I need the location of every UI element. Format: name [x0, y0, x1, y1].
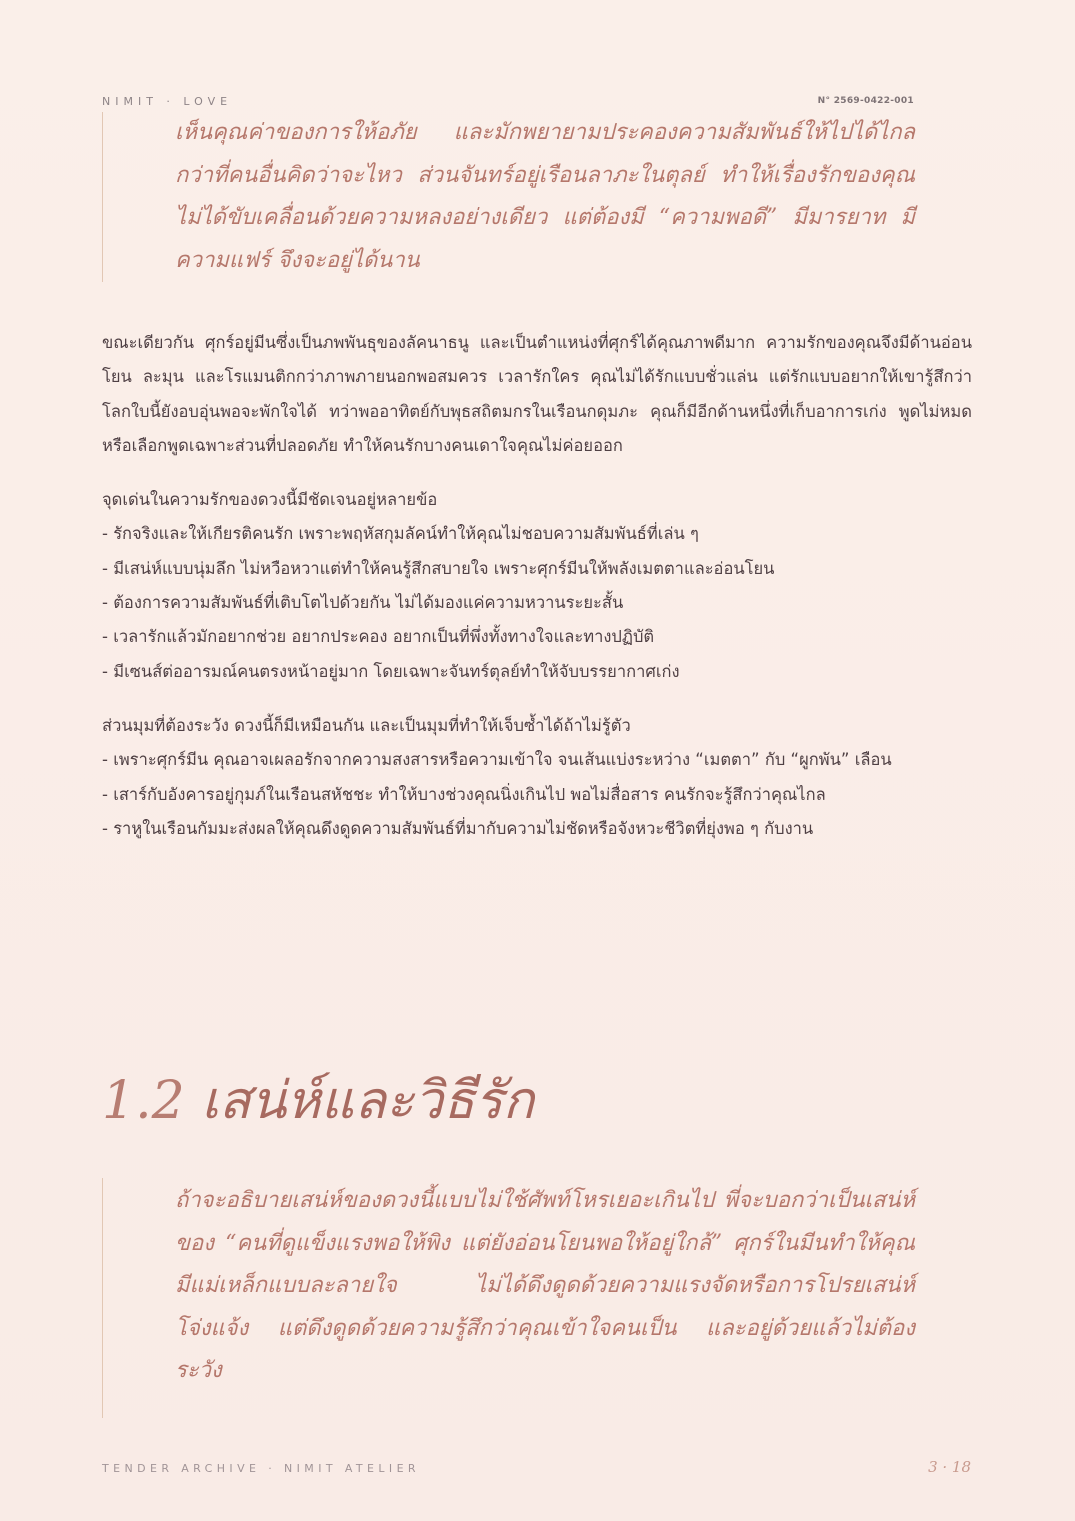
cautions-intro: ส่วนมุมที่ต้องระวัง ดวงนี้ก็มีเหมือนกัน และเป็นมุมที่ทำให้เจ็บซ้ำได้ถ้าไม่รู้ตัว [102, 715, 631, 735]
page-number: 3 · 18 [928, 1458, 971, 1476]
caution-item: - ราหูในเรือนกัมมะส่งผลให้คุณดึงดูดความสัมพันธ์ที่มากับความไม่ชัดหรือจังหวะชีวิตที่ยุ่งพอ ๆ กับงาน [102, 818, 814, 838]
highlights-intro: จุดเด่นในความรักของดวงนี้มีชัดเจนอยู่หลายข้อ [102, 490, 438, 510]
highlight-item: - มีเซนส์ต่ออารมณ์คนตรงหน้าอยู่มาก โดยเฉพาะจันทร์ตุลย์ทำให้จับบรรยากาศเก่ง [102, 661, 680, 681]
pull-quote-1 [102, 112, 915, 282]
highlight-item: - เวลารักแล้วมักอยากช่วย อยากประคอง อยากเป็นที่พึ่งทั้งทางใจและทางปฏิบัติ [102, 627, 655, 647]
paragraph-1: ขณะเดียวกัน ศุกร์อยู่มีนซึ่งเป็นภพพันธุของลัคนาธนู และเป็นตำแหน่งที่ศุกร์ได้คุณภาพดีมาก ความรักของคุณจึงมีด้านอ่อนโยน ละมุน และโรแมนติกกว่าภาพภายนอกพอสมควร เวลารักใคร คุณไม่ได้รักแบบชั่วแล่น แต่รักแบบอยากให้เขารู้สึกว่าโลกใบนี้ยังอบอุ่นพอจะพักใจได้ ทว่าพออาทิตย์กับพุธสถิตมกรในเรือนกดุมภะ คุณก็มีอีกด้านหนึ่งที่เก็บอาการเก่ง พูดไม่หมด หรือเลือกพูดเฉพาะส่วนที่ปลอดภัย ทำให้คนรักบางคนเดาใจคุณไม่ค่อยออก [102, 333, 972, 455]
caution-item: - เสาร์กับอังคารอยู่กุมภ์ในเรือนสหัชชะ ทำให้บางช่วงคุณนิ่งเกินไป พอไม่สื่อสาร คนรักจะรู้สึกว่าคุณไกล [102, 784, 826, 804]
pull-quote-2 [102, 1178, 915, 1418]
section-title: เสน่ห์และวิธีรัก [201, 1071, 535, 1131]
body-text [102, 326, 972, 846]
caution-item: - เพราะศุกร์มีน คุณอาจเผลอรักจากความสงสารหรือความเข้าใจ จนเส้นแบ่งระหว่าง “เมตตา” กับ “ผูกพัน” เลือน [102, 750, 892, 770]
section-number: 1.2 [102, 1071, 185, 1131]
document-number: N° 2569-0422-001 [817, 96, 914, 106]
highlight-item: - ต้องการความสัมพันธ์ที่เติบโตไปด้วยกัน ไม่ได้มองแค่ความหวานระยะสั้น [102, 593, 624, 613]
highlight-item: - รักจริงและให้เกียรติคนรัก เพราะพฤหัสกุมลัคน์ทำให้คุณไม่ชอบความสัมพันธ์ที่เล่น ๆ [102, 524, 699, 544]
footer-archive-label: TENDER ARCHIVE · NIMIT ATELIER [102, 1462, 420, 1475]
pull-quote-2-text: ถ้าจะอธิบายเสน่ห์ของดวงนี้แบบไม่ใช้ศัพท์โหรเยอะเกินไป พี่จะบอกว่าเป็นเสน่ห์ของ “คนที่ดูแข็งแรงพอให้พิง แต่ยังอ่อนโยนพอให้อยู่ใกล้” ศุกร์ในมีนทำให้คุณมีแม่เหล็กแบบละลายใจ ไม่ได้ดึงดูดด้วยความแรงจัดหรือการโปรยเสน่ห์โจ่งแจ้ง แต่ดึงดูดด้วยความรู้สึกว่าคุณเข้าใจคนเป็น และอยู่ด้วยแล้วไม่ต้องระวัง [175, 1188, 915, 1383]
section-heading [102, 1058, 534, 1141]
highlight-item: - มีเสน่ห์แบบนุ่มลึก ไม่หวือหวาแต่ทำให้คนรู้สึกสบายใจ เพราะศุกร์มีนให้พลังเมตตาและอ่อนโยน [102, 558, 775, 578]
brand-header: NIMIT · LOVE [102, 95, 233, 108]
pull-quote-1-text: เห็นคุณค่าของการให้อภัย และมักพยายามประคองความสัมพันธ์ให้ไปได้ไกลกว่าที่คนอื่นคิดว่าจะไหว ส่วนจันทร์อยู่เรือนลาภะในตุลย์ ทำให้เรื่องรักของคุณไม่ได้ขับเคลื่อนด้วยความหลงอย่างเดียว แต่ต้องมี “ความพอดี” มีมารยาท มีความแฟร์ จึงจะอยู่ได้นาน [175, 120, 915, 273]
